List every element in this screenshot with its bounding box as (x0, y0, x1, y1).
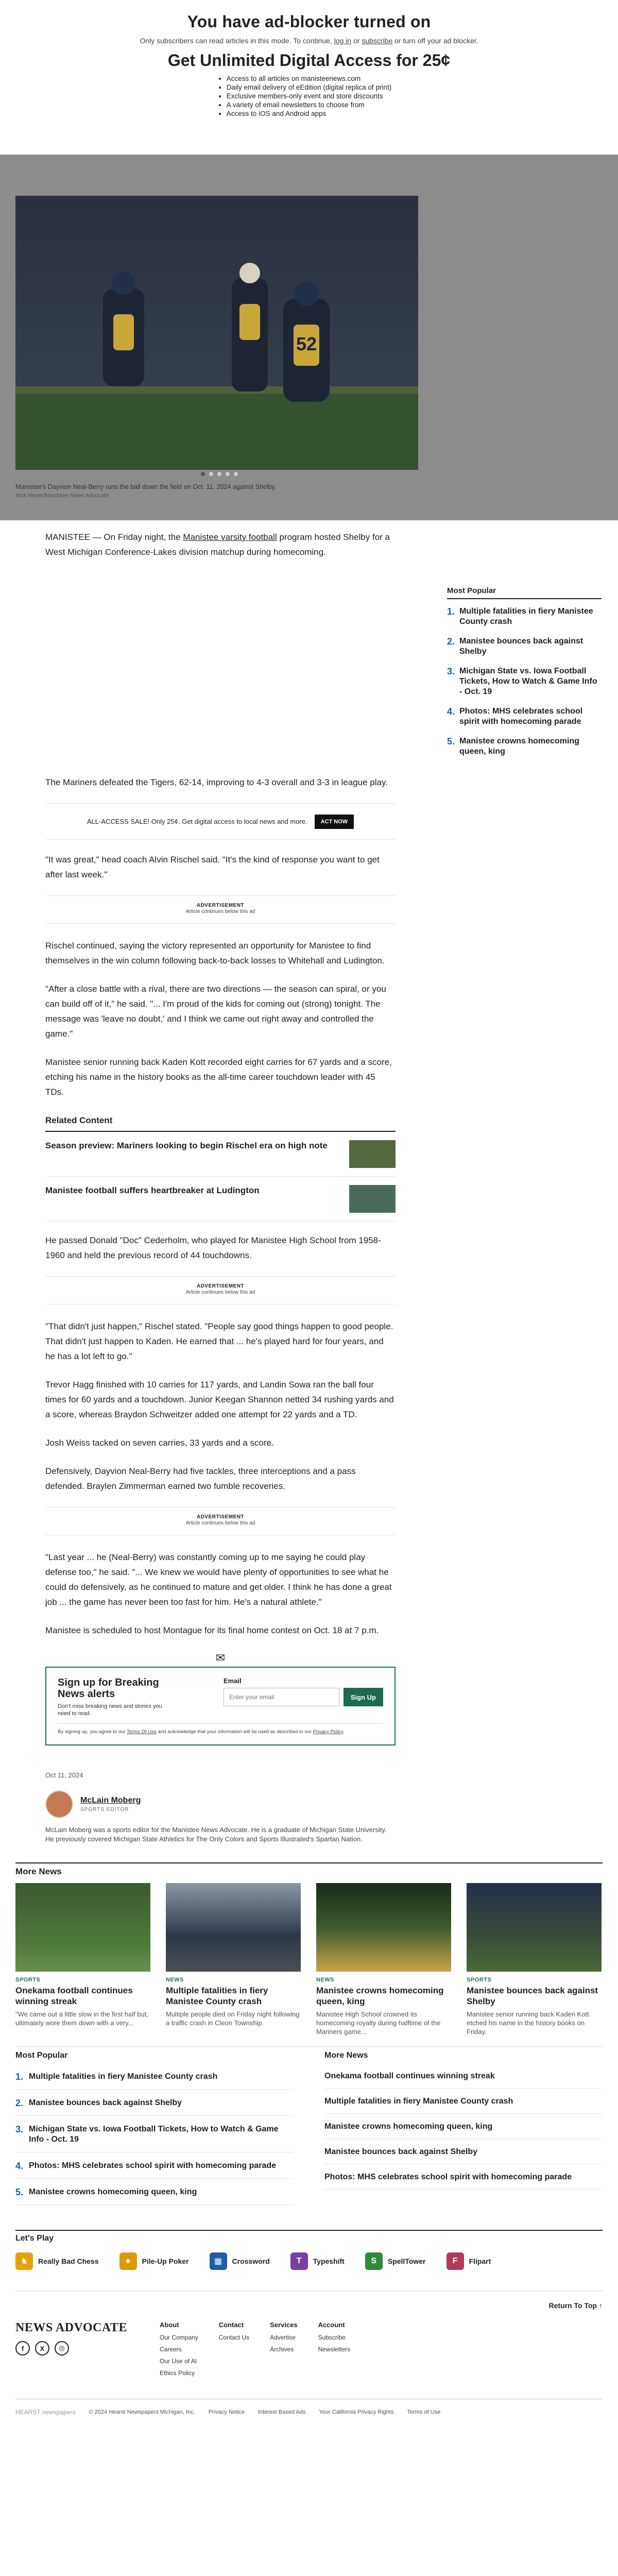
card-title: Manistee crowns homecoming queen, king (316, 1986, 444, 2006)
social-links (15, 2341, 139, 2355)
most-popular-item[interactable]: 4. Photos: MHS celebrates school spirit with homecoming parade (447, 706, 583, 726)
wordmark: NEWS ADVOCATE (15, 2321, 127, 2334)
paywall-offer: Get Unlimited Digital Access for 25¢ (167, 51, 451, 70)
subscribe-link[interactable]: subscribe (362, 37, 393, 45)
gallery-dot[interactable] (217, 472, 221, 476)
ad-placeholder (45, 573, 396, 775)
gallery-dot[interactable] (234, 472, 238, 476)
game-icon: ▦ (210, 2252, 227, 2270)
footer-link[interactable]: Newsletters (318, 2346, 351, 2353)
article-paragraph: "Last year ... he (Neal-Berry) was constantly coming up to me saying he could play defense too," he said. "... We knew we would have plenty of opportunities to see what he could do defensively, as he continued to mature and get older. I think he has done a great job ... the game has never been too fast for him. He's a natural athlete." (45, 1552, 392, 1607)
article-paragraph: Defensively, Dayvion Neal-Berry had five tackles, three interceptions and a pass defended. Braylen Zimmerman earned two fumble recoveries. (45, 1466, 356, 1491)
promo-banner (45, 803, 396, 840)
article-paragraph: The Mariners defeated the Tigers, 62-14, improving to 4-3 overall and 3-3 in league play. (45, 777, 388, 787)
game-icon: F (447, 2252, 464, 2270)
paywall-subtext: Only subscribers can read articles in this mode. To continue, log in or subscribe or turn off your ad blocker. (140, 37, 478, 45)
related-item[interactable]: Season preview: Mariners looking to begin Rischel era on high note (45, 1140, 396, 1177)
svg-text:52: 52 (296, 333, 317, 354)
benefit-item: • Access to iOS and Android apps (227, 109, 391, 118)
game-name: Crossword (232, 2257, 270, 2265)
author-role: SPORTS EDITOR (80, 1807, 129, 1812)
gallery-dot[interactable] (226, 472, 230, 476)
most-popular-item[interactable]: 4. Photos: MHS celebrates school spirit with homecoming parade (15, 2157, 294, 2179)
signup-button[interactable]: Sign Up (344, 1688, 383, 1706)
ad-sublabel: Article continues below this ad (185, 1520, 255, 1526)
most-popular-item[interactable]: 2. Manistee bounces back against Shelby (15, 2094, 294, 2116)
footer-col-account: Account Subscribe Newsletters (318, 2321, 351, 2353)
privacy-link[interactable]: Privacy Policy (313, 1729, 344, 1735)
card-image (166, 1883, 301, 1972)
footer-link[interactable]: Our Company (160, 2334, 198, 2341)
card-title: Onekama football continues winning streak (15, 1986, 133, 2006)
game-icon: ♠ (119, 2252, 137, 2270)
instagram-icon[interactable]: ◎ (55, 2341, 69, 2355)
more-news (15, 1862, 603, 2047)
article-paragraph: Manistee is scheduled to host Montague for its final home contest on Oct. 18 at 7 p.m. (45, 1625, 379, 1635)
benefit-item: • A variety of email newsletters to choose from (227, 100, 391, 109)
legal-link[interactable]: Privacy Notice (208, 2409, 245, 2415)
benefits-list (227, 74, 391, 118)
footer-link[interactable]: Contact Us (218, 2334, 250, 2341)
gallery-dot[interactable] (209, 472, 213, 476)
benefit-item: • Access to all articles on manisteenews.com (227, 74, 391, 83)
game-link[interactable] (365, 2252, 426, 2270)
games-title: Let's Play (15, 2234, 54, 2243)
game-name: Typeshift (313, 2257, 345, 2265)
more-news-item[interactable]: Onekama football continues winning streak (324, 2067, 603, 2089)
bottom-news-title: More News (324, 2051, 368, 2060)
games-section (15, 2230, 603, 2270)
card-summary: Multiple people died on Friday night following a traffic crash in Cleon Township. (166, 2010, 300, 2027)
sidebar-most-popular (447, 586, 602, 766)
ad-label: ADVERTISEMENT (196, 1283, 245, 1289)
login-link[interactable]: log in (334, 37, 352, 45)
ad-sublabel: Article continues below this ad (185, 1290, 255, 1295)
inline-link[interactable]: Manistee varsity football (183, 532, 277, 542)
card-image (467, 1883, 602, 1972)
game-name: Flipart (469, 2257, 491, 2265)
football-photo-illustration (15, 196, 418, 470)
newsletter-title: Sign up for Breaking News alerts (58, 1677, 159, 1700)
legal-link[interactable]: Your California Privacy Rights (319, 2409, 394, 2415)
article-paragraph: "It was great," head coach Alvin Rischel said. "It's the kind of response you want to get after last week." (45, 855, 380, 879)
return-to-top-link[interactable]: Return To Top ↑ (548, 2301, 603, 2310)
legal-bar (15, 2399, 603, 2436)
card-category: SPORTS (15, 1977, 41, 1983)
card-image (15, 1883, 150, 1972)
article-paragraph: Manistee senior running back Kaden Kott recorded eight carries for 67 yards and a score, etching his name in the history books as the all-time career touchdown leader with 45 TDs. (45, 1057, 392, 1097)
game-icon: S (365, 2252, 383, 2270)
game-name: Really Bad Chess (38, 2257, 99, 2265)
bottom-lists (15, 2047, 603, 2209)
article-paragraph: Rischel continued, saying the victory represented an opportunity for Manistee to find themselves in the win column following back-to-back losses to Whitehall and Ludington. (45, 941, 385, 965)
related-thumbnail (349, 1185, 396, 1213)
bottom-most-popular (15, 2051, 294, 2209)
bottom-popular-title: Most Popular (15, 2051, 68, 2060)
site-footer (15, 2291, 603, 2381)
newsletter-desc: Don't miss breaking news and stories you need to read. (58, 1703, 162, 1717)
game-name: Pile-Up Poker (142, 2257, 189, 2265)
arrow-up-icon: ↑ (599, 2301, 603, 2310)
footer-link[interactable]: Careers (160, 2346, 182, 2353)
hero-photo[interactable] (15, 196, 418, 470)
ad-slot (45, 1507, 396, 1535)
newsletter-box (45, 1667, 396, 1745)
article-paragraph: MANISTEE — On Friday night, the Manistee varsity football program hosted Shelby for a West Michigan Conference-Lakes division matchup during homecoming. (45, 532, 390, 557)
related-content (45, 1113, 396, 1222)
terms-link[interactable]: Terms Of Use (126, 1729, 157, 1735)
game-name: SpellTower (387, 2257, 426, 2265)
card-image (316, 1883, 451, 1972)
bottom-more-news (324, 2051, 603, 2209)
most-popular-item[interactable]: 1. Multiple fatalities in fiery Manistee County crash (447, 606, 593, 626)
act-now-button[interactable]: ACT NOW (315, 815, 354, 829)
facebook-icon[interactable]: f (15, 2341, 30, 2355)
article-body (45, 530, 396, 1638)
photo-caption: Manistee's Dayvion Neal-Berry runs the ball down the field on Oct. 11, 2024 against Shelby. (15, 483, 277, 490)
article-paragraph: "That didn't just happen," Rischel stated. "People say good things happen to good people. That didn't just happen to Kaden. He earned that ... he's played hard for four years, and he has a lot left to go." (45, 1321, 393, 1361)
avatar[interactable] (45, 1790, 73, 1818)
article-paragraph: Trevor Hagg finished with 10 carries for 117 yards, and Landin Sowa ran the ball four times for 60 yards and a touchdown. Junior Keegan Shannon netted 34 rushing yards and a score, whereas Braydon Schweitzer added one attempt for 22 yards and a TD. (45, 1380, 394, 1419)
footer-link[interactable]: Advertise (270, 2334, 296, 2341)
newsletter-legal: By signing up, you agree to our Terms Of Use and acknowledge that your information will be used as described in our Privacy Policy. (58, 1723, 383, 1735)
more-news-title: More News (15, 1867, 62, 1876)
news-card[interactable] (467, 1883, 602, 2036)
article-paragraph: He passed Donald "Doc" Cederholm, who played for Manistee High School from 1958-1960 and held the previous record of 44 touchdowns. (45, 1235, 381, 1260)
related-thumbnail (349, 1140, 396, 1168)
article-paragraph: Josh Weiss tacked on seven carries, 33 yards and a score. (45, 1438, 274, 1448)
ad-slot (45, 895, 396, 924)
most-popular-item[interactable]: 5. Manistee crowns homecoming queen, king (447, 736, 579, 756)
benefit-item: • Daily email delivery of eEdition (digital replica of print) (227, 83, 391, 92)
more-news-item[interactable]: Manistee bounces back against Shelby (324, 2143, 603, 2164)
author-byline (45, 1771, 396, 1844)
news-card[interactable] (316, 1883, 451, 2036)
gallery-pagination (201, 472, 238, 476)
related-title: Related Content (45, 1113, 396, 1132)
photo-gallery (0, 155, 618, 520)
most-popular-item[interactable]: 5. Manistee crowns homecoming queen, king (15, 2183, 294, 2205)
card-category: SPORTS (467, 1977, 492, 1983)
promo-text: ALL-ACCESS SALE! Only 25¢. Get digital access to local news and more. (87, 818, 307, 825)
more-news-item[interactable]: Photos: MHS celebrates school spirit with homecoming parade (324, 2168, 603, 2190)
gallery-dot[interactable] (201, 472, 205, 476)
newsletter-form (224, 1677, 383, 1717)
card-category: NEWS (166, 1977, 184, 1983)
card-category: NEWS (316, 1977, 334, 1983)
site-logo[interactable] (15, 2321, 139, 2381)
card-summary: Manistee senior running back Kaden Kott etched his name in the history books on Friday. (467, 2010, 589, 2036)
x-icon[interactable]: X (35, 2341, 49, 2355)
ad-label: ADVERTISEMENT (196, 903, 245, 908)
card-summary: Manistee High School crowned its homecoming royalty during halftime of the Mariners game... (316, 2010, 441, 2036)
game-icon: ♞ (15, 2252, 33, 2270)
hearst-logo[interactable]: HEARST newspapers (15, 2409, 76, 2416)
game-link[interactable] (290, 2252, 345, 2270)
ad-sublabel: Article continues below this ad (185, 909, 255, 914)
card-title: Multiple fatalities in fiery Manistee County crash (166, 1986, 268, 2006)
footer-link[interactable]: Archives (270, 2346, 294, 2353)
footer-col-contact: Contact Contact Us (218, 2321, 250, 2341)
adblock-paywall (0, 0, 618, 155)
legal-link[interactable]: Terms of Use (407, 2409, 441, 2415)
legal-link[interactable]: Interest Based Ads (258, 2409, 306, 2415)
card-title: Manistee bounces back against Shelby (467, 1986, 598, 2006)
news-card[interactable] (15, 1883, 150, 2036)
benefit-item: • Exclusive members-only event and store discounts (227, 92, 391, 100)
related-item[interactable]: Manistee football suffers heartbreaker at Ludington (45, 1185, 396, 1222)
more-news-item[interactable]: Manistee crowns homecoming queen, king (324, 2118, 603, 2139)
ad-label: ADVERTISEMENT (196, 1514, 245, 1520)
footer-col-services: Services Advertise Archives (270, 2321, 298, 2353)
footer-col-about: About Our Company Careers Our Use of AI Ethics Policy (160, 2321, 198, 2377)
publish-date: Oct 11, 2024 (45, 1771, 83, 1779)
paywall-title: You have ad-blocker turned on (187, 12, 431, 31)
most-popular-item[interactable]: 3. Michigan State vs. Iowa Football Tickets, How to Watch & Game Info - Oct. 19 (447, 666, 597, 696)
copyright: © 2024 Hearst Newspapers Michigan, Inc. (89, 2409, 195, 2415)
footer-link[interactable]: Subscribe (318, 2334, 346, 2341)
card-summary: "We came out a little slow in the first half but, ultimately wore them down with a very... (15, 2010, 148, 2027)
game-icon: T (290, 2252, 308, 2270)
photo-credit: Nick Moyer/Manistee News Advocate (15, 493, 109, 499)
article-paragraph: "After a close battle with a rival, there are two directions — the season can spiral, or you can build off of it," he said. "... I'm proud of the kids for coming out (strong) tonight. The message was 'leave no doubt,' and I think we came out right away and controlled the game." (45, 984, 386, 1039)
email-field[interactable] (224, 1688, 339, 1706)
game-link[interactable] (119, 2252, 189, 2270)
author-bio: McLain Moberg was a sports editor for the Manistee News Advocate. He is a graduate of Michigan State University. He previously covered Michigan State Athletics for The Only Colors and Sports Illustrated's Spartan Nation. (45, 1826, 387, 1843)
more-news-item[interactable]: Multiple fatalities in fiery Manistee County crash (324, 2093, 603, 2114)
email-label: Email (224, 1677, 242, 1685)
game-link[interactable] (447, 2252, 491, 2270)
newsletter-signup (45, 1651, 396, 1745)
most-popular-item[interactable]: 3. Michigan State vs. Iowa Football Tickets, How to Watch & Game Info - Oct. 19 (15, 2120, 294, 2153)
envelope-icon: ✉ (215, 1651, 226, 1664)
ad-slot (45, 1276, 396, 1304)
game-link[interactable] (15, 2252, 99, 2270)
most-popular-item[interactable]: 1. Multiple fatalities in fiery Manistee County crash (15, 2067, 294, 2090)
game-link[interactable] (210, 2252, 270, 2270)
most-popular-item[interactable]: 2. Manistee bounces back against Shelby (447, 636, 583, 656)
footer-link[interactable]: Our Use of AI (160, 2358, 197, 2365)
news-card[interactable] (166, 1883, 301, 2036)
sidebar-title: Most Popular (447, 586, 602, 599)
author-name[interactable]: McLain Moberg (80, 1796, 141, 1805)
footer-link[interactable]: Ethics Policy (160, 2369, 195, 2377)
